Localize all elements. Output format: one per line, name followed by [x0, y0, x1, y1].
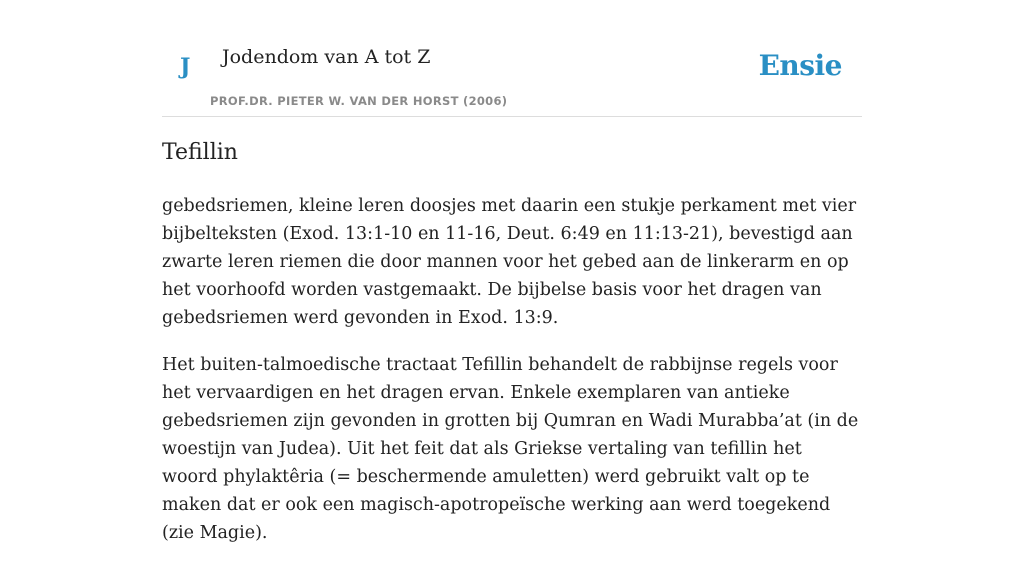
header	[162, 0, 862, 117]
entry-content	[162, 192, 862, 566]
paragraph: Het buiten-talmoedische tractaat Tefillin behandelt de rabbijnse regels voor het vervaardigen en het dragen ervan. Enkele exemplaren van antieke gebedsriemen zijn gevonden in grotten bij Qumran en Wadi Murabba’at (in de woestijn van Judea). Uit het feit dat als Griekse vertaling van tefillin het woord phylaktêria (= beschermende amuletten) werd gebruikt valt op te maken dat er ook een magisch-apotropeïsche werking aan werd toegekend (zie Magie).	[162, 355, 859, 543]
book-title[interactable]: Jodendom van A tot Z	[222, 46, 431, 68]
brand-logo[interactable]: Ensie	[758, 49, 842, 82]
book-author[interactable]: PROF.DR. PIETER W. VAN DER HORST (2006)	[210, 94, 508, 108]
paragraph: gebedsriemen, kleine leren doosjes met daarin een stukje perkament met vier bijbelteksten (Exod. 13:1-10 en 11-16, Deut. 6:49 en 11:13-21), bevestigd aan zwarte leren riemen die door mannen voor het gebed aan de linkerarm en op het voorhoofd worden vastgemaakt. De bijbelse basis voor het dragen van gebedsriemen werd gevonden in Exod. 13:9.	[162, 196, 857, 328]
book-logo-icon[interactable]: J	[180, 54, 191, 80]
entry-title: Tefillin	[162, 140, 238, 165]
